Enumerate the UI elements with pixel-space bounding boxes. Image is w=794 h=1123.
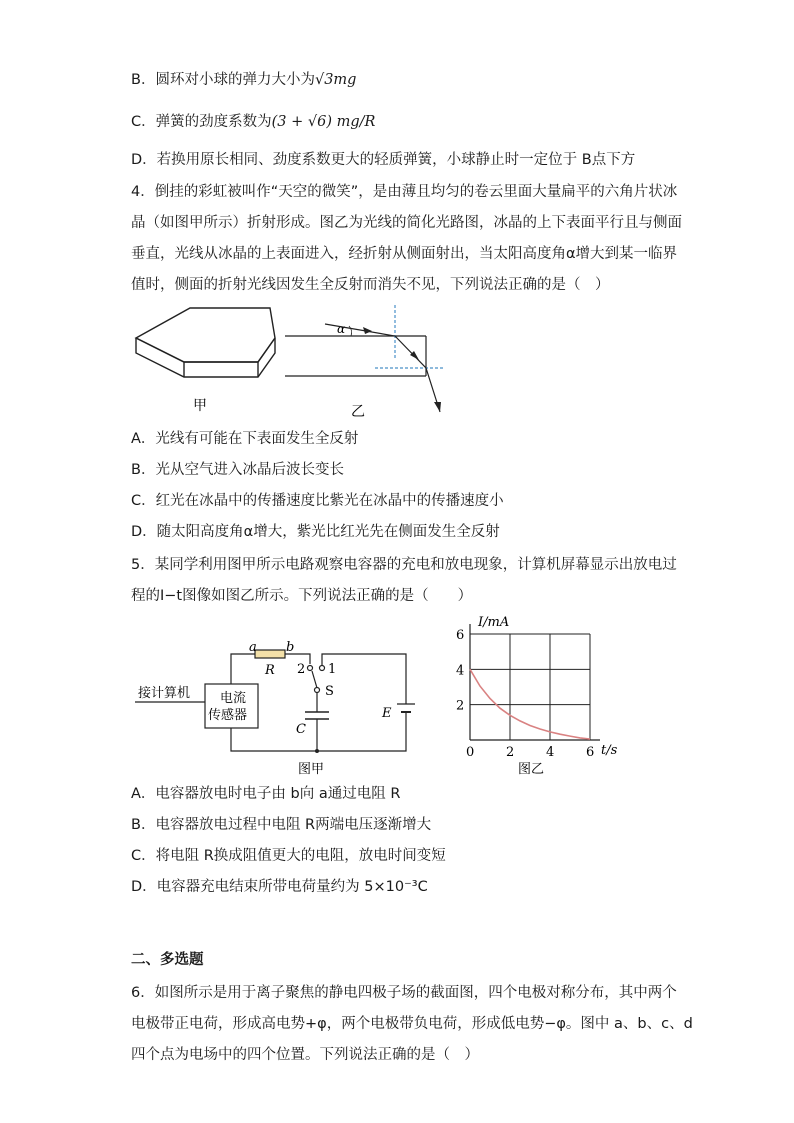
y-axis-label: I/mA <box>478 615 510 630</box>
q3-option-c-value: (3 + √6) mg/R <box>271 114 376 130</box>
x-tick-label: 0 <box>466 745 475 760</box>
capacitor-label: C <box>296 722 306 737</box>
alpha-label: α <box>337 322 346 336</box>
q5-stem-line: 程的I−t图像如图乙所示。下列说法正确的是（ ） <box>131 588 473 604</box>
circuit-caption: 图甲 <box>298 762 325 777</box>
fig-jia-label: 甲 <box>193 398 207 414</box>
ice-crystal-drawing <box>136 308 275 377</box>
x-tick-label: 2 <box>506 745 515 760</box>
q4-option-d: D．随太阳高度角α增大，紫光比红光先在侧面发生全反射 <box>131 524 500 540</box>
section-title: 二、多选题 <box>131 952 204 968</box>
x-tick-label: 4 <box>546 745 555 760</box>
q3-option-c: C．弹簧的劲度系数为(3 + √6) mg/R <box>131 114 376 130</box>
sensor-label-1: 电流 <box>220 691 247 706</box>
y-tick-label: 4 <box>456 663 465 679</box>
q5-stem-line: 5．某同学利用图甲所示电路观察电容器的充电和放电现象，计算机屏幕显示出放电过 <box>131 557 677 573</box>
fig-yi-label: 乙 <box>351 404 365 420</box>
y-tick-label: 2 <box>456 698 465 714</box>
q6-stem-line: 6．如图所示是用于离子聚焦的静电四极子场的截面图，四个电极对称分布，其中两个 <box>131 985 677 1001</box>
q6-stem-line: 电极带正电荷，形成高电势+φ，两个电极带负电荷，形成低电势−φ。图中 a、b、c、d <box>131 1016 693 1032</box>
x-tick-label: 6 <box>586 745 595 760</box>
battery-label: E <box>382 706 392 721</box>
node-b-label: b <box>286 640 295 655</box>
computer-label: 接计算机 <box>138 686 191 701</box>
q4-option-a: A．光线有可能在下表面发生全反射 <box>131 431 359 447</box>
q4-option-b: B．光从空气进入冰晶后波长变长 <box>131 462 344 478</box>
i-t-graph <box>450 608 620 780</box>
q6-stem-line: 四个点为电场中的四个位置。下列说法正确的是（ ） <box>131 1047 479 1063</box>
switch-terminal-1: 1 <box>328 662 337 677</box>
q4-stem-line: 值时，侧面的折射光线因发生全反射而消失不见，下列说法正确的是（ ） <box>131 277 610 293</box>
q4-option-c: C．红光在冰晶中的传播速度比紫光在冰晶中的传播速度小 <box>131 493 504 509</box>
y-tick-label: 6 <box>456 628 465 643</box>
q3-option-d: D．若换用原长相同、劲度系数更大的轻质弹簧，小球静止时一定位于 B点下方 <box>131 152 636 168</box>
node-a-label: a <box>249 640 257 655</box>
circuit-diagram <box>130 632 420 782</box>
x-axis-label: t/s <box>601 743 618 758</box>
q4-figure <box>125 300 465 420</box>
resistor-label: R <box>265 663 275 678</box>
q4-stem-line: 4．倒挂的彩虹被叫作“天空的微笑”，是由薄且均匀的卷云里面大量扁平的六角片状冰 <box>131 184 678 200</box>
graph-caption: 图乙 <box>518 762 545 777</box>
switch-terminal-2: 2 <box>297 662 306 677</box>
q5-option-c: C．将电阻 R换成阻值更大的电阻，放电时间变短 <box>131 848 446 864</box>
q5-option-d: D．电容器充电结束所带电荷量约为 5×10⁻³C <box>131 879 428 895</box>
q4-stem-line: 晶（如图甲所示）折射形成。图乙为光线的简化光路图，冰晶的上下表面平行且与侧面 <box>131 215 682 231</box>
light-path-diagram <box>285 305 445 412</box>
q3-option-b: B．圆环对小球的弹力大小为√3mg <box>131 72 357 88</box>
resistor-r <box>255 650 285 658</box>
q5-option-a: A．电容器放电时电子由 b向 a通过电阻 R <box>131 786 401 802</box>
q4-stem-line: 垂直，光线从冰晶的上表面进入，经折射从侧面射出，当太阳高度角α增大到某一临界 <box>131 246 678 262</box>
switch-label: S <box>325 684 334 699</box>
sensor-label-2: 传感器 <box>208 708 248 723</box>
q3-option-b-value: √3mg <box>314 72 357 88</box>
q5-option-b: B．电容器放电过程中电阻 R两端电压逐渐增大 <box>131 817 432 833</box>
